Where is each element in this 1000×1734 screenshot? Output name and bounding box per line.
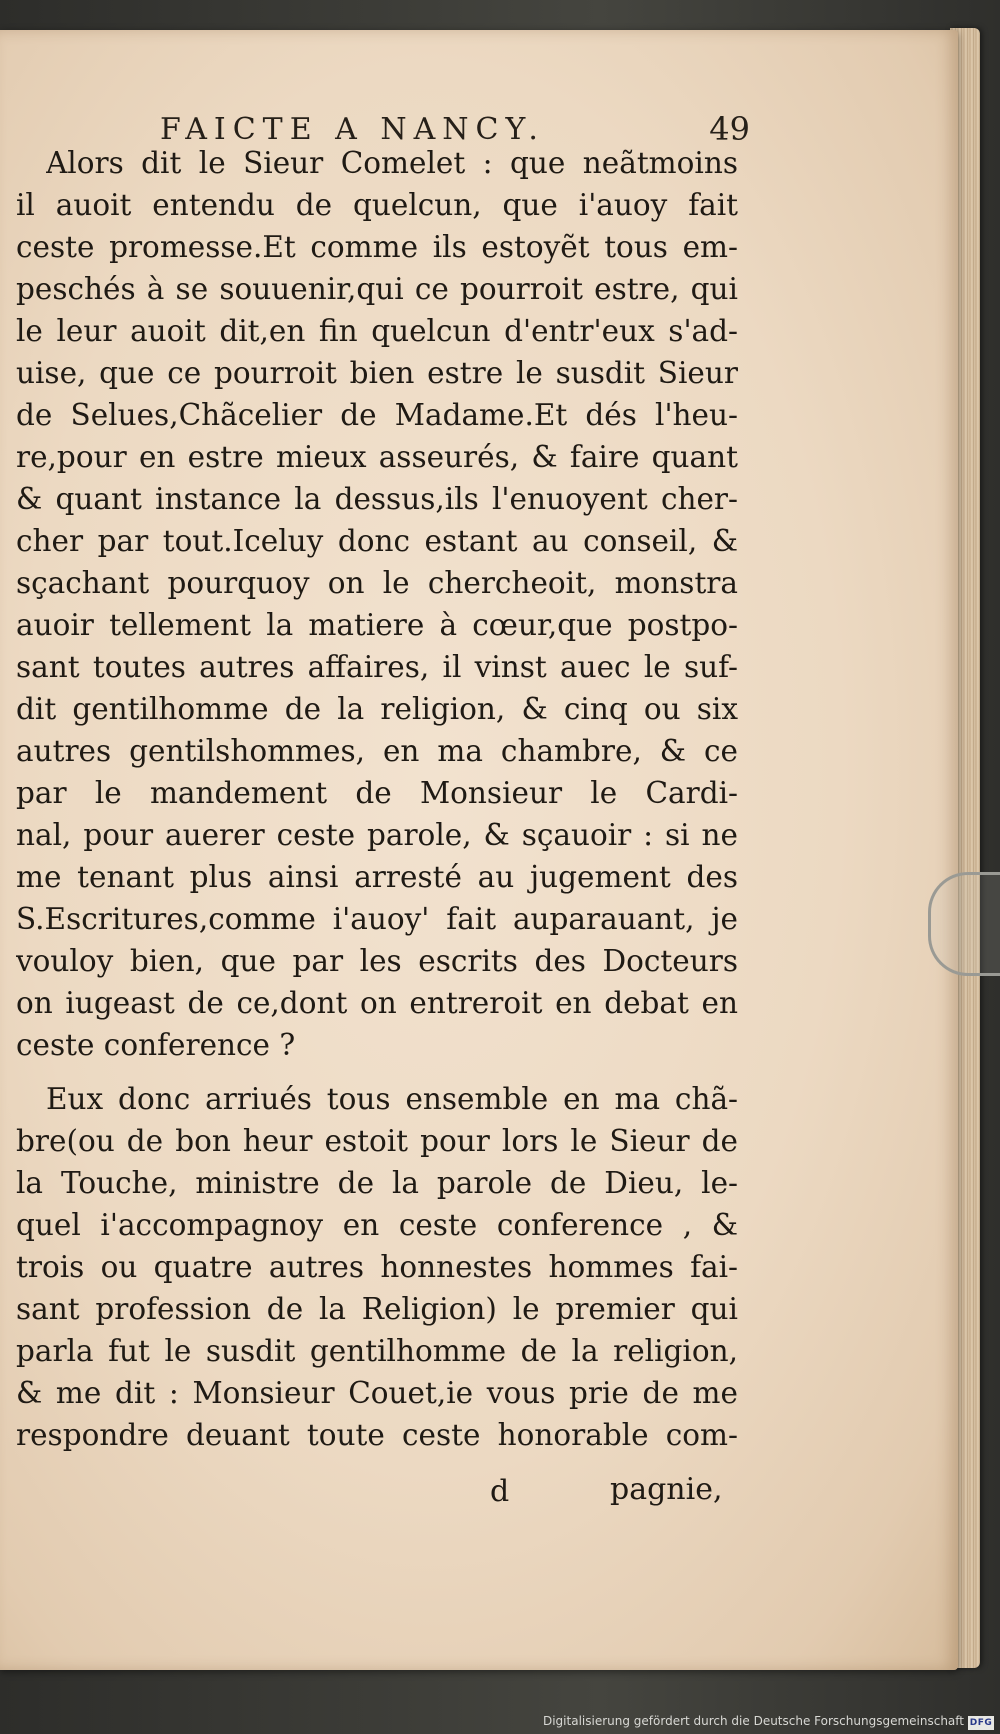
text-line: auoir tellement la matiere à cœur,que postpo- (16, 608, 738, 642)
text-line: ceste promesse.Et comme ils estoyẽt tous em- (16, 230, 738, 264)
text-line: quel i'accompagnoy en ceste conference , & (16, 1208, 738, 1242)
text-line: Alors dit le Sieur Comelet : que neãtmoins (46, 146, 738, 180)
text-line: le leur auoit dit,en fin quelcun d'entr'eux s'ad- (16, 314, 738, 348)
text-block (0, 30, 958, 1670)
digitization-credit: Digitalisierung gefördert durch die Deutsche Forschungsgemeinschaft (542, 1714, 964, 1728)
text-line: parla fut le susdit gentilhomme de la religion, (16, 1334, 738, 1368)
text-line: S.Escritures,comme i'auoy' fait auparauant, je (16, 902, 738, 936)
page-clip (928, 872, 1000, 976)
text-line: me tenant plus ainsi arresté au jugement des (16, 860, 738, 894)
text-line: autres gentilshommes, en ma chambre, & ce (16, 734, 738, 768)
text-line: il auoit entendu de quelcun, que i'auoy fait (16, 188, 738, 222)
text-line: la Touche, ministre de la parole de Dieu, le- (16, 1166, 738, 1200)
text-line: peschés à se souuenir,qui ce pourroit estre, qui (16, 272, 738, 306)
text-line: & quant instance la dessus,ils l'enuoyent cher- (16, 482, 738, 516)
page-number: 49 (709, 110, 750, 148)
text-line: sçachant pourquoy on le chercheoit, monstra (16, 566, 738, 600)
text-line: nal, pour auerer ceste parole, & sçauoir : si ne (16, 818, 738, 852)
text-line: & me dit : Monsieur Couet,ie vous prie de me (16, 1376, 738, 1410)
dfg-logo: DFG (969, 1718, 993, 1728)
text-line: sant toutes autres affaires, il vinst auec le suf- (16, 650, 738, 684)
text-line: par le mandement de Monsieur le Cardi- (16, 776, 738, 810)
text-line: vouloy bien, que par les escrits des Docteurs (16, 944, 738, 978)
text-line: sant profession de la Religion) le premier qui (16, 1292, 738, 1326)
text-line: respondre deuant toute ceste honorable com- (16, 1418, 738, 1452)
text-line: cher par tout.Iceluy donc estant au conseil, & (16, 524, 738, 558)
book-page (0, 30, 958, 1670)
text-line: dit gentilhomme de la religion, & cinq ou six (16, 692, 738, 726)
text-line: re,pour en estre mieux asseurés, & faire quant (16, 440, 738, 474)
catchword: pagnie, (610, 1472, 723, 1507)
text-line: Eux donc arriués tous ensemble en ma chã- (46, 1082, 738, 1116)
running-head: FAICTE A NANCY. (160, 112, 545, 147)
text-line: trois ou quatre autres honnestes hommes fai- (16, 1250, 738, 1284)
signature-mark: d (490, 1474, 510, 1509)
text-line: uise, que ce pourroit bien estre le susdit Sieur (16, 356, 738, 390)
text-line: ceste conference ? (16, 1028, 296, 1062)
text-line: on iugeast de ce,dont on entreroit en debat en (16, 986, 738, 1020)
text-line: bre(ou de bon heur estoit pour lors le Sieur de (16, 1124, 738, 1158)
text-line: de Selues,Chãcelier de Madame.Et dés l'heu- (16, 398, 738, 432)
